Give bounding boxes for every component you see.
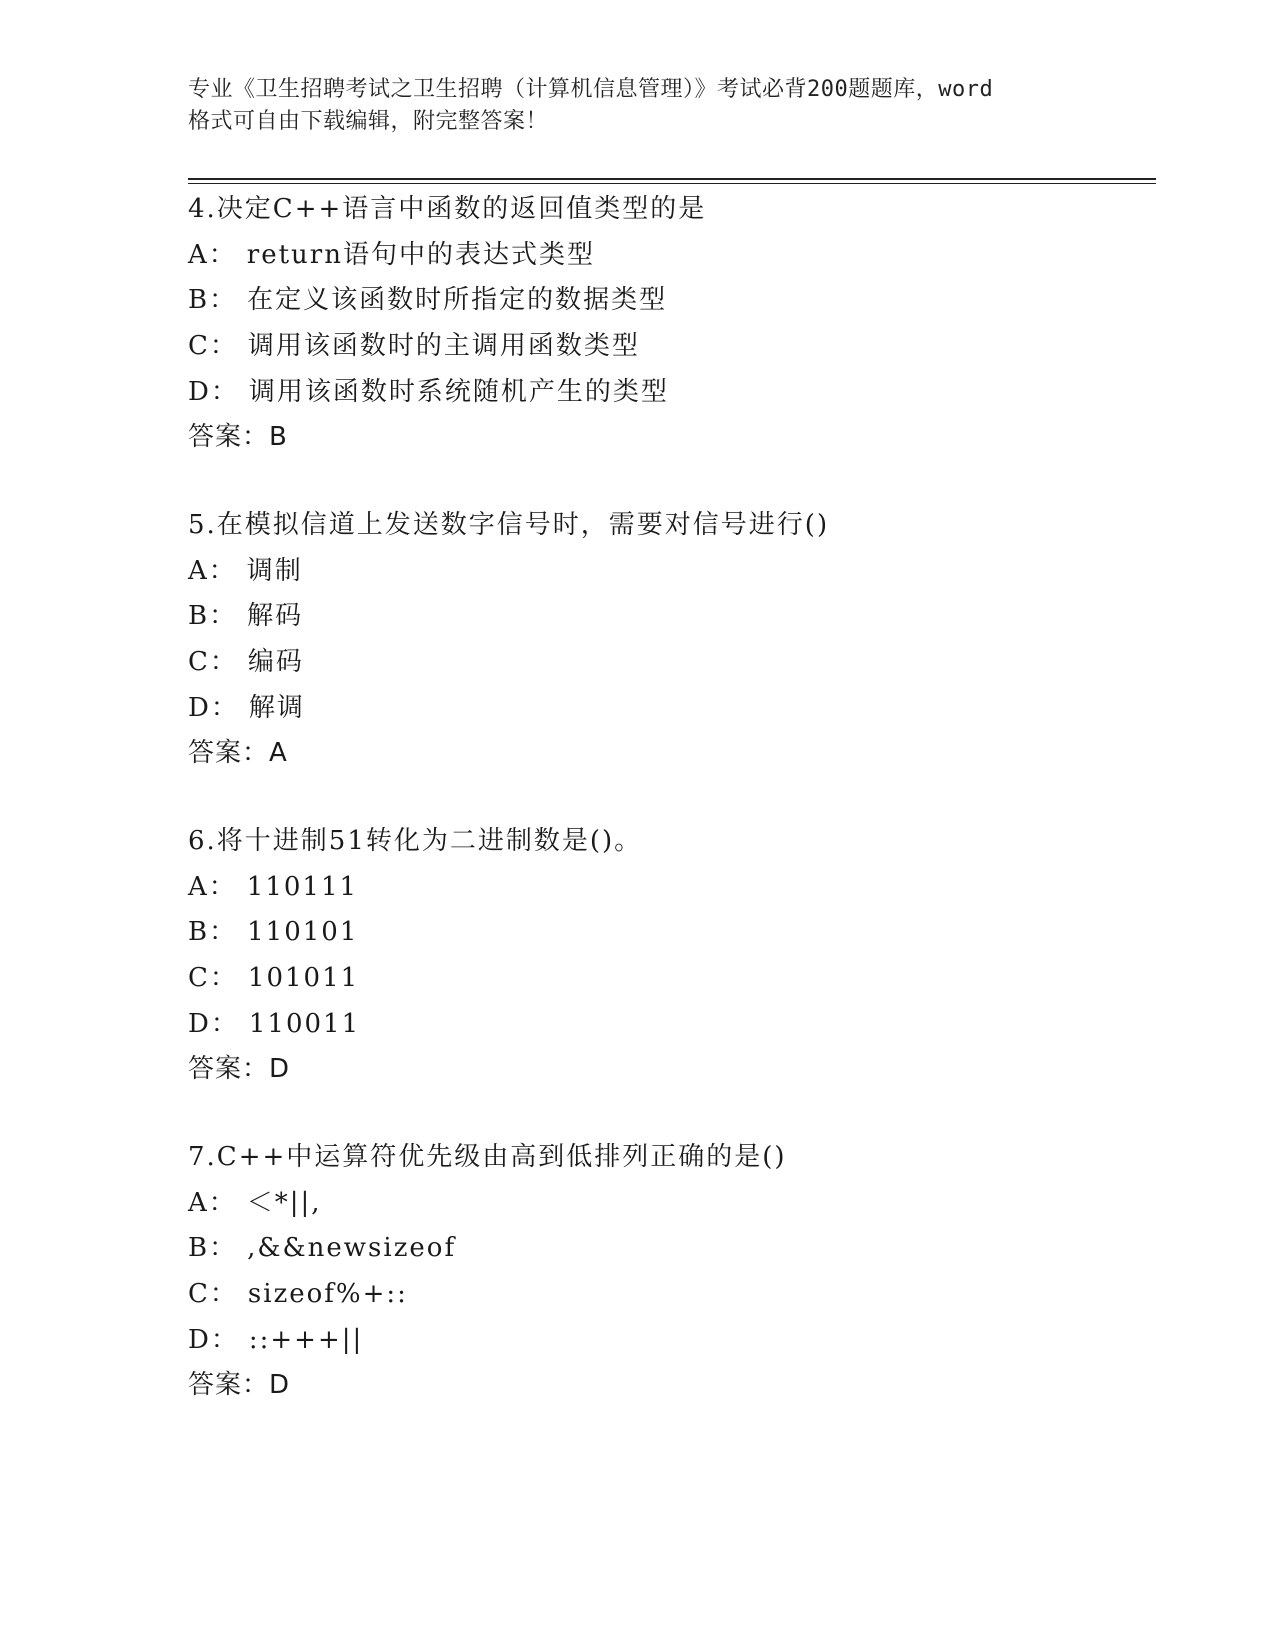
option-c xyxy=(188,324,1148,370)
question-stem: 4.决定C++语言中函数的返回值类型的是 xyxy=(188,194,707,224)
document-header xyxy=(188,74,1108,138)
option-b xyxy=(188,278,1148,324)
option-text: 解码 xyxy=(247,601,304,632)
option-label: B： xyxy=(188,1233,238,1264)
question-stem: 7.C++中运算符优先级由高到低排列正确的是() xyxy=(188,1142,787,1172)
option-label: A： xyxy=(188,871,237,902)
option-b xyxy=(188,594,1148,640)
header-line-1: 专业《卫生招聘考试之卫生招聘（计算机信息管理）》考试必背200题题库，word xyxy=(188,77,994,102)
option-text: 解调 xyxy=(248,692,305,723)
option-label: C： xyxy=(188,963,238,994)
answer-line: 答案：B xyxy=(188,422,288,453)
option-label: D： xyxy=(188,1324,239,1355)
option-b xyxy=(188,1226,1148,1272)
question-block-4 xyxy=(188,187,1148,461)
option-label: B： xyxy=(188,917,238,948)
option-label: B： xyxy=(188,285,238,316)
header-line-2: 格式可自由下载编辑，附完整答案！ xyxy=(188,109,549,134)
header-divider-thick xyxy=(188,178,1156,180)
option-text: 110111 xyxy=(246,871,359,902)
question-stem: 6.将十进制51转化为二进制数是()。 xyxy=(188,826,643,856)
option-text: 调制 xyxy=(246,555,303,586)
option-label: A： xyxy=(188,1187,237,1218)
option-text: ＜*||, xyxy=(246,1187,322,1218)
option-text: return语句中的表达式类型 xyxy=(246,239,595,270)
option-label: B： xyxy=(188,601,238,632)
option-label: D： xyxy=(188,692,239,723)
option-text: ,&&newsizeof xyxy=(247,1233,457,1264)
option-b xyxy=(188,910,1148,956)
option-label: A： xyxy=(188,555,237,586)
question-block-5 xyxy=(188,503,1148,777)
answer-line: 答案：D xyxy=(188,1054,291,1085)
option-a xyxy=(188,233,1148,279)
option-text: 101011 xyxy=(247,963,360,994)
question-stem: 5.在模拟信道上发送数字信号时，需要对信号进行() xyxy=(188,510,830,540)
option-label: A： xyxy=(188,239,237,270)
option-d xyxy=(188,1318,1148,1364)
option-text: 调用该函数时的主调用函数类型 xyxy=(247,331,640,362)
option-d xyxy=(188,370,1148,416)
option-text: 110011 xyxy=(248,1008,361,1039)
option-label: D： xyxy=(188,1008,239,1039)
option-text: 编码 xyxy=(247,647,304,678)
option-label: C： xyxy=(188,1279,238,1310)
answer-line: 答案：A xyxy=(188,738,288,769)
option-label: D： xyxy=(188,376,239,407)
option-label: C： xyxy=(188,647,238,678)
option-label: C： xyxy=(188,331,238,362)
option-c xyxy=(188,1272,1148,1318)
question-block-6 xyxy=(188,819,1148,1093)
option-d xyxy=(188,1002,1148,1048)
header-divider-thin xyxy=(188,183,1156,184)
option-a xyxy=(188,1181,1148,1227)
option-text: ::+++|| xyxy=(248,1324,364,1355)
option-text: 调用该函数时系统随机产生的类型 xyxy=(248,376,669,407)
question-block-7 xyxy=(188,1135,1148,1409)
answer-line: 答案：D xyxy=(188,1370,291,1401)
option-c xyxy=(188,956,1148,1002)
option-d xyxy=(188,686,1148,732)
option-c xyxy=(188,640,1148,686)
option-a xyxy=(188,865,1148,911)
option-text: sizeof%+:: xyxy=(247,1279,408,1310)
option-text: 110101 xyxy=(247,917,359,948)
option-a xyxy=(188,549,1148,595)
option-text: 在定义该函数时所指定的数据类型 xyxy=(247,285,668,316)
